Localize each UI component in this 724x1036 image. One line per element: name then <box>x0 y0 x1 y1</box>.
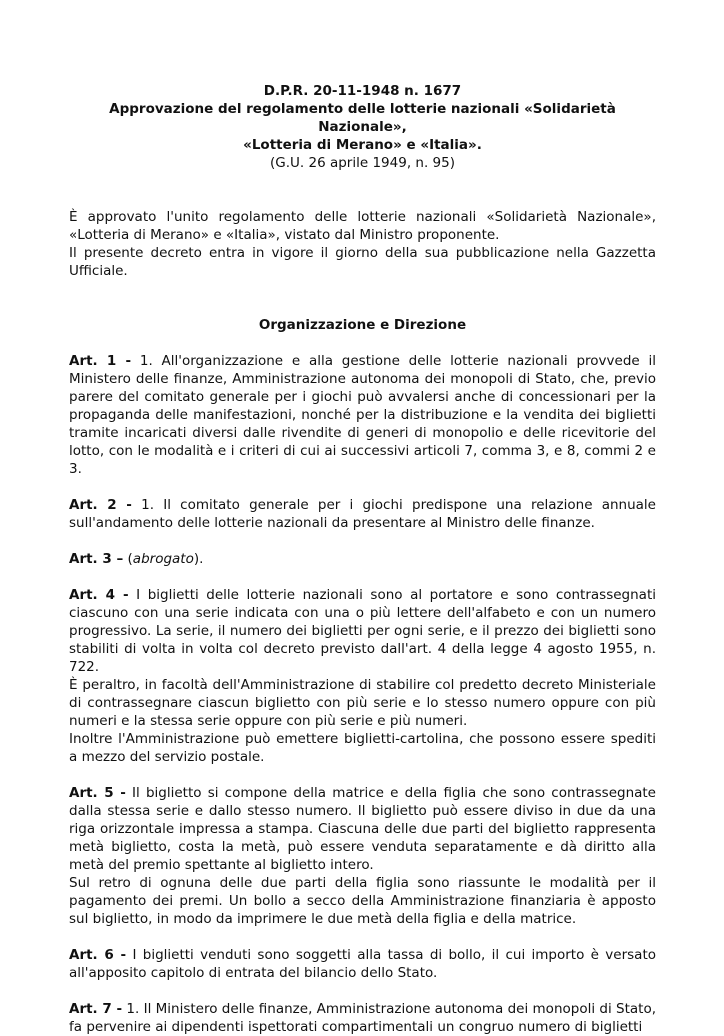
document-page <box>69 82 656 1036</box>
article-1 <box>69 352 656 478</box>
article-2-text: 1. Il comitato generale per i giochi predispone una relazione annuale sull'andamento delle lotterie nazionali da presentare al Ministro delle finanze. <box>69 497 656 531</box>
section-title: Organizzazione e Direzione <box>258 317 467 333</box>
decree-title-line-1: Approvazione del regolamento delle lotterie nazionali «Solidarietà Nazionale», <box>109 101 616 135</box>
article-1-text: 1. All'organizzazione e alla gestione delle lotterie nazionali provvede il Ministero delle finanze, Amministrazione autonoma dei monopoli di Stato, che, previo parere del comitato generale per i giochi può avvalersi anche di concessionari per la propaganda delle manifestazioni, nonché per la distribuzione e la vendita dei biglietti tramite incaricati diversi dalle rivendite di generi di monopolio e delle ricevitorie del lotto, con le modalità e i criteri di cui ai successivi articoli 7, comma 3, e 8, commi 2 e 3. <box>69 353 656 477</box>
article-5-label: Art. 5 - <box>69 785 126 801</box>
article-6-label: Art. 6 - <box>69 947 127 963</box>
article-6-text: I biglietti venduti sono soggetti alla tassa di bollo, il cui importo è versato all'apposito capitolo di entrata del bilancio dello Stato. <box>69 947 656 981</box>
article-4 <box>69 586 656 676</box>
article-7-text: 1. Il Ministero delle finanze, Amministrazione autonoma dei monopoli di Stato, fa pervenire ai dipendenti ispettorati compartimentali un congruo numero di biglietti <box>69 1001 656 1035</box>
article-7 <box>69 1000 656 1036</box>
gazette-reference: (G.U. 26 aprile 1949, n. 95) <box>270 155 455 171</box>
document-header <box>69 82 656 172</box>
article-5 <box>69 784 656 874</box>
article-3-abrogated: abrogato <box>132 551 194 567</box>
article-3 <box>69 550 656 568</box>
article-7-label: Art. 7 - <box>69 1001 123 1017</box>
decree-title-line-2: «Lotteria di Merano» e «Italia». <box>243 137 482 153</box>
article-2 <box>69 496 656 532</box>
article-1-label: Art. 1 - <box>69 353 132 369</box>
decree-reference: D.P.R. 20-11-1948 n. 1677 <box>263 83 462 99</box>
article-3-label: Art. 3 – <box>69 551 124 567</box>
article-4-paragraph-3: Inoltre l'Amministrazione può emettere biglietti-cartolina, che possono essere spediti a mezzo del servizio postale. <box>69 731 656 765</box>
article-3-open-paren: ( <box>123 551 133 567</box>
article-6 <box>69 946 656 982</box>
article-4-paragraph-2: È peraltro, in facoltà dell'Amministrazione di stabilire col predetto decreto Ministeriale di contrassegnare ciascun biglietto con più serie e lo stesso numero oppure con più numeri e la stessa serie oppure con più serie e più numeri. <box>69 677 656 729</box>
article-5-paragraph-2: Sul retro di ognuna delle due parti della figlia sono riassunte le modalità per il pagamento dei premi. Un bollo a secco della Amministrazione finanziaria è apposto sul biglietto, in modo da imprimere le due metà della figlia e della matrice. <box>69 875 656 927</box>
article-2-label: Art. 2 - <box>69 497 132 513</box>
article-5-text: Il biglietto si compone della matrice e della figlia che sono contrassegnate dalla stessa serie e dallo stesso numero. Il biglietto può essere diviso in due da una riga orizzontale impressa a stampa. Ciascuna delle due parti del biglietto rappresenta metà biglietto, costa la metà, può essere venduta separatamente e dà diritto alla metà del premio spettante al biglietto intero. <box>69 785 656 873</box>
preamble-paragraph-2: Il presente decreto entra in vigore il giorno della sua pubblicazione nella Gazzetta Ufficiale. <box>69 245 656 279</box>
preamble-paragraph-1: È approvato l'unito regolamento delle lotterie nazionali «Solidarietà Nazionale», «Lotteria di Merano» e «Italia», vistato dal Ministro proponente. <box>69 209 656 243</box>
article-3-close-paren: ). <box>193 551 204 567</box>
article-4-label: Art. 4 - <box>69 587 129 603</box>
article-4-text: I biglietti delle lotterie nazionali sono al portatore e sono contrassegnati ciascuno con una serie indicata con una o più lettere dell'alfabeto e con un numero progressivo. La serie, il numero dei biglietti per ogni serie, e il prezzo dei biglietti sono stabiliti di volta in volta col decreto previsto dall'art. 4 della legge 4 agosto 1955, n. 722. <box>69 587 656 675</box>
